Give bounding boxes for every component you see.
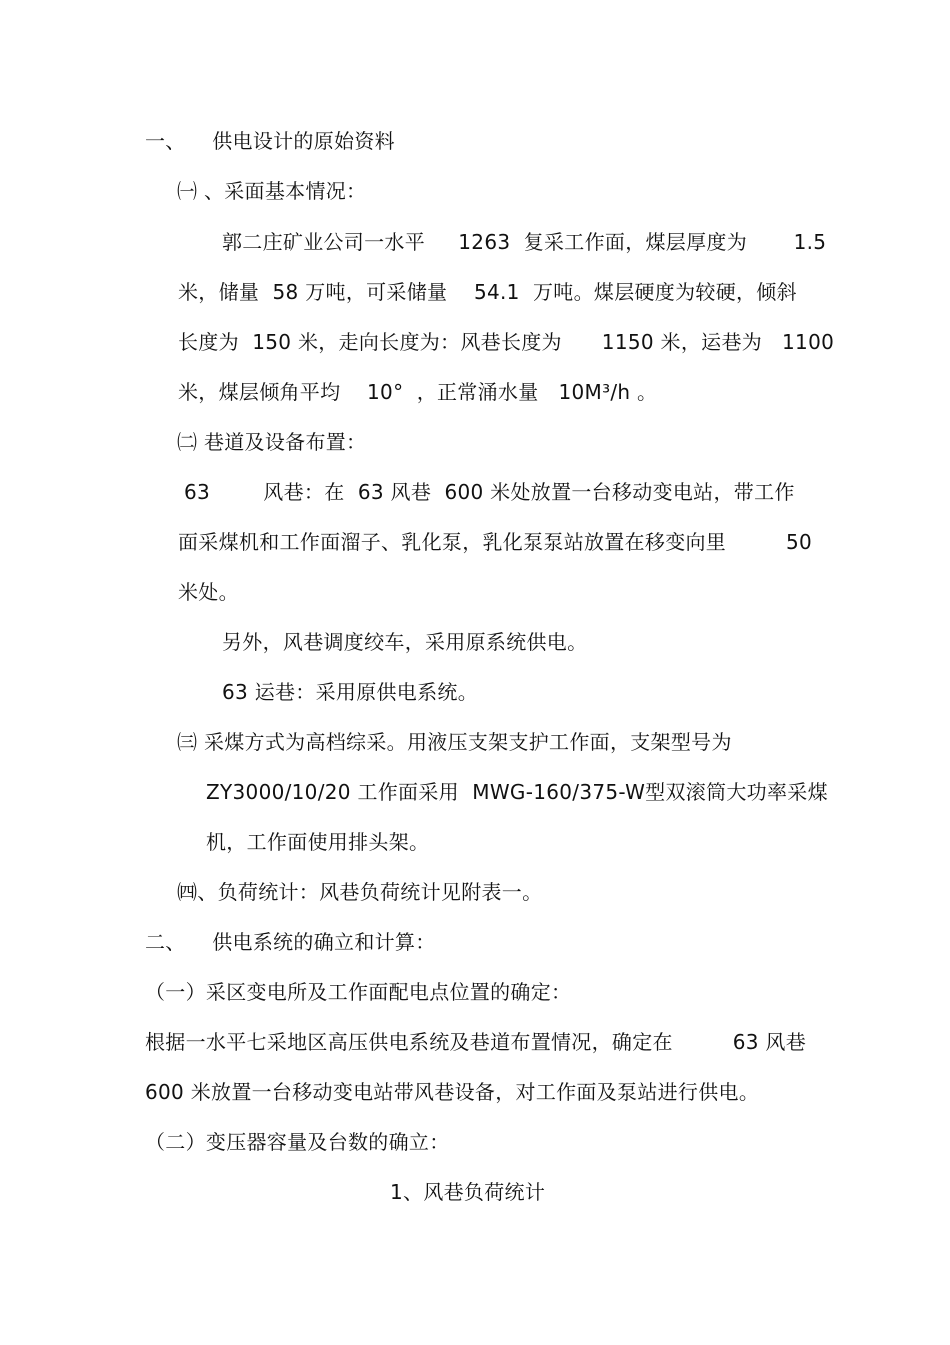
subheading-substation-location: （一）采区变电所及工作面配电点位置的确定： — [145, 980, 572, 1004]
paragraph-line: 长度为 150 米，走向长度为：风巷长度为 1150 米，运巷为 1100 — [178, 330, 835, 354]
paragraph-line: 63 运巷：采用原供电系统。 — [222, 680, 479, 704]
paragraph-line: 机，工作面使用排头架。 — [206, 830, 430, 854]
table-caption: 1、风巷负荷统计 — [390, 1180, 546, 1204]
paragraph-line: 另外，风巷调度绞车，采用原系统供电。 — [222, 630, 588, 654]
section-heading-2: 二、 供电系统的确立和计算： — [145, 930, 436, 954]
paragraph-line: 面采煤机和工作面溜子、乳化泵，乳化泵泵站放置在移变向里 50 — [178, 530, 813, 554]
paragraph-line: 米处。 — [178, 580, 239, 604]
paragraph-line: 63 风巷：在 63 风巷 600 米处放置一台移动变电站，带工作 — [184, 480, 795, 504]
section-heading-1: 一、 供电设计的原始资料 — [145, 129, 395, 153]
paragraph-line: 根据一水平七采地区高压供电系统及巷道布置情况，确定在 63 风巷 — [145, 1030, 807, 1054]
paragraph-line: 米，煤层倾角平均 10° ，正常涌水量 10M³/h 。 — [178, 380, 658, 404]
paragraph-line: 米，储量 58 万吨，可采储量 54.1 万吨。煤层硬度为较硬，倾斜 — [178, 280, 797, 304]
paragraph-line: ZY3000/10/20 工作面采用 MWG-160/375-W型双滚筒大功率采煤 — [206, 780, 828, 804]
subheading-transformer-capacity: （二）变压器容量及台数的确立： — [145, 1130, 450, 1154]
paragraph-line: 600 米放置一台移动变电站带风巷设备，对工作面及泵站进行供电。 — [145, 1080, 760, 1104]
paragraph-line: 郭二庄矿业公司一水平 1263 复采工作面，煤层厚度为 1.5 — [222, 230, 827, 254]
subheading-mining-method: ㈢ 采煤方式为高档综采。用液压支架支护工作面，支架型号为 — [177, 730, 732, 754]
subheading-roadway-layout: ㈡ 巷道及设备布置： — [177, 430, 367, 454]
subheading-face-conditions: ㈠ 、采面基本情况： — [177, 179, 367, 203]
subheading-load-stats: ㈣、负荷统计：风巷负荷统计见附表一。 — [177, 880, 543, 904]
